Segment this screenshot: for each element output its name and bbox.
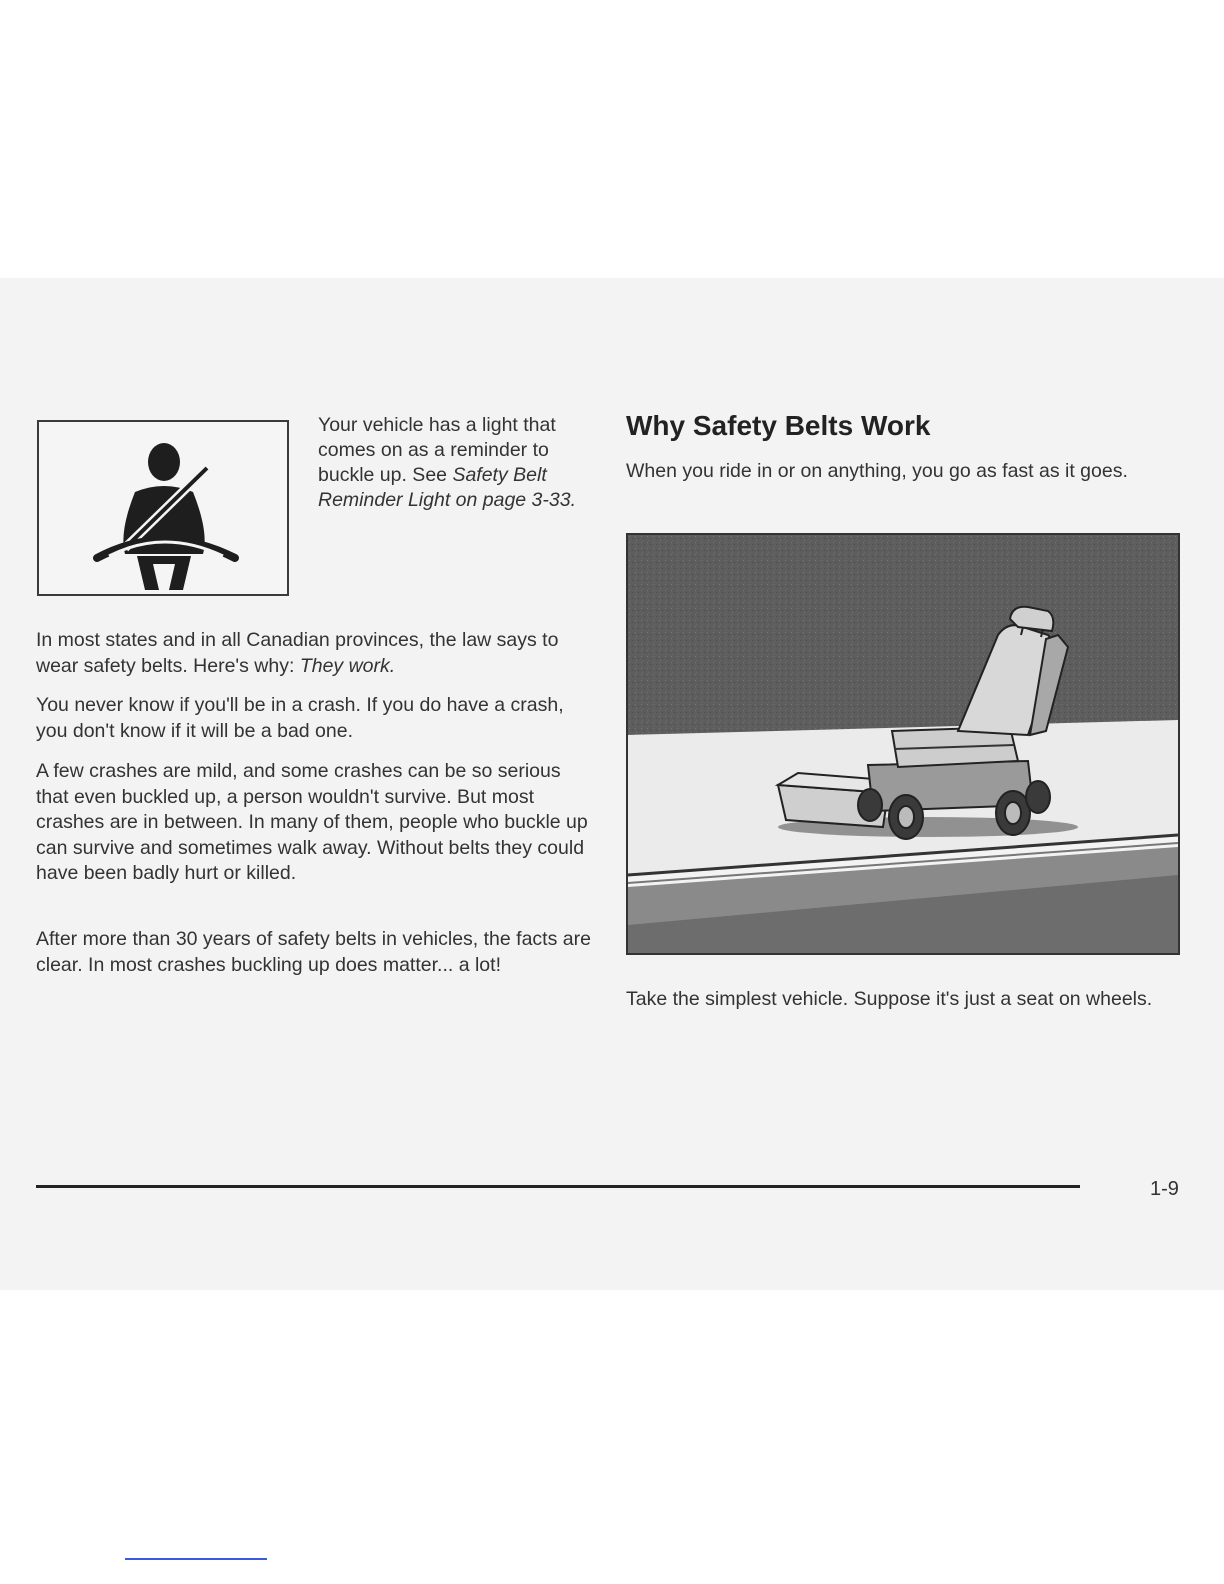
section-heading: Why Safety Belts Work [626, 410, 931, 441]
facts-paragraph: After more than 30 years of safety belts in vehicles, the facts are clear. In most crashes buckling up does matter... a lot! [36, 928, 591, 976]
bottom-link-underline [125, 1558, 267, 1560]
crash-severity-paragraph: A few crashes are mild, and some crashes can be so serious that even buckled up, a person wouldn't survive. But most crashes are in between. In many of them, people who buckle up can survive and sometimes walk away. Without belts they could have been badly hurt or killed. [36, 760, 588, 884]
reminder-page-reference: Safety Belt Reminder Light on page 3-33. [318, 464, 577, 511]
crash-uncertainty-paragraph: You never know if you'll be in a crash. If you do have a crash, you don't know if it will be a bad one. [36, 694, 564, 742]
they-work-emphasis: They work. [299, 654, 396, 677]
section-intro-paragraph: When you ride in or on anything, you go as fast as it goes. [626, 460, 1128, 482]
footer-rule [36, 1185, 1080, 1188]
seat-on-wheels-illustration [626, 533, 1180, 955]
law-paragraph [36, 628, 596, 679]
simplest-vehicle-paragraph: Take the simplest vehicle. Suppose it's just a seat on wheels. [626, 988, 1153, 1010]
reminder-intro-text [318, 413, 593, 513]
seatbelt-reminder-icon-box [37, 420, 289, 596]
law-paragraph-text: In most states and in all Canadian provinces, the law says to wear safety belts. Here's why: [36, 629, 559, 677]
page-number: 1-9 [1150, 1178, 1179, 1200]
seat-on-wheels-drawing [628, 535, 1178, 953]
reminder-intro-line: Your vehicle has a light that comes on as a reminder to buckle up. See [318, 414, 556, 486]
seatbelt-reminder-icon [39, 422, 287, 594]
